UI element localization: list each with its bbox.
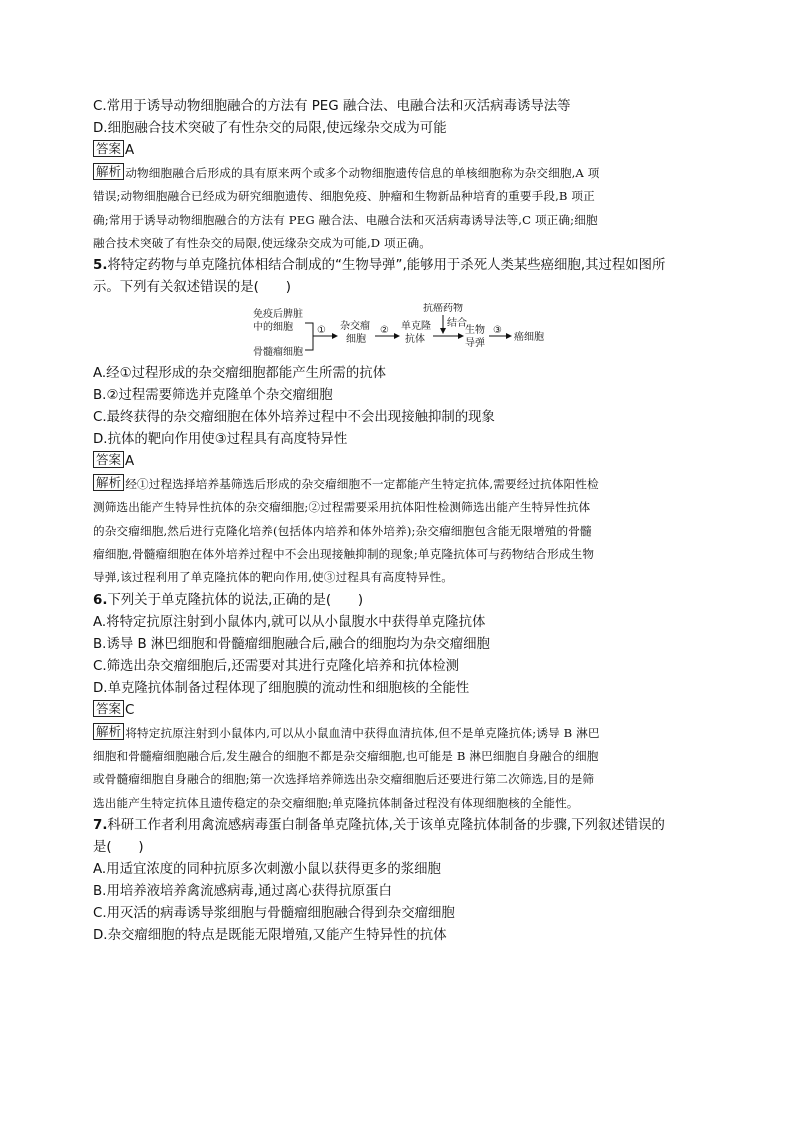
- expl-line: 或骨髓瘤细胞自身融合的细胞;第一次选择培养筛选出杂交瘤细胞后还要进行第二次筛选,目的是筛: [93, 772, 595, 787]
- q5-stem-line-1: 5.将特定药物与单克隆抗体相结合制成的“生物导弹”,能够用于杀死人类某些癌细胞,其过程如图所: [93, 258, 666, 274]
- q5-option-b: B.②过程需要筛选并克隆单个杂交瘤细胞: [93, 388, 333, 404]
- q6-stem: 6.下列关于单克隆抗体的说法,正确的是( ): [93, 592, 364, 608]
- answer-tag: 答案: [93, 700, 124, 717]
- process-diagram: [93, 303, 703, 363]
- q5-option-d: D.抗体的靶向作用使③过程具有高度特异性: [93, 432, 348, 448]
- q5-explanation: [93, 473, 703, 589]
- expl-line: 解析 将特定抗原注射到小鼠体内,可以从小鼠血清中获得血清抗体,但不是单克隆抗体;诱导 B 淋巴: [93, 722, 703, 745]
- q6-option-c: C.筛选出杂交瘤细胞后,还需要对其进行克隆化培养和抗体检测: [93, 658, 460, 674]
- q6-option-b: B.诱导 B 淋巴细胞和骨髓瘤细胞融合后,融合的细胞均为杂交瘤细胞: [93, 636, 490, 652]
- expl-line: 导弹,该过程利用了单克隆抗体的靶向作用,使③过程具有高度特异性。: [93, 570, 453, 585]
- bracket: [305, 323, 313, 350]
- q5-stem-line-2: 示。下列有关叙述错误的是( ): [93, 280, 291, 296]
- q4-explanation: [93, 162, 703, 255]
- label-missile-2: 导弹: [465, 338, 485, 350]
- answer-value: A: [125, 143, 135, 158]
- expl-line: 的杂交瘤细胞,然后进行克隆化培养(包括体内培养和体外培养);杂交瘤细胞包含能无限增殖的骨髓: [93, 523, 592, 538]
- q7-option-b: B.用培养液培养禽流感病毒,通过离心获得抗原蛋白: [93, 883, 392, 899]
- label-combine: 结合: [447, 318, 467, 330]
- label-mab-1: 单克隆: [401, 321, 431, 333]
- expl-line: 选出能产生特定抗体且遗传稳定的杂交瘤细胞;单克隆抗体制备过程没有体现细胞核的全能性。: [93, 795, 579, 810]
- q5-option-a: A.经①过程形成的杂交瘤细胞都能产生所需的抗体: [93, 366, 386, 382]
- q6-explanation: [93, 722, 703, 815]
- question-number: 6.: [93, 592, 108, 608]
- q7-option-a: A.用适宜浓度的同种抗原多次刺激小鼠以获得更多的浆细胞: [93, 861, 441, 877]
- question-number: 5.: [93, 258, 108, 274]
- q6-option-a: A.将特定抗原注射到小鼠体内,就可以从小鼠腹水中获得单克隆抗体: [93, 614, 486, 630]
- answer-tag: 答案: [93, 451, 124, 468]
- step-2-label: ②: [380, 325, 389, 337]
- question-number: 7.: [93, 817, 108, 833]
- expl-line: 瘤细胞,骨髓瘤细胞在体外培养过程中不会出现接触抑制的现象;单克隆抗体可与药物结合形成生物: [93, 547, 595, 562]
- answer-value: A: [125, 454, 135, 470]
- label-hybridoma-1: 杂交瘤: [340, 321, 370, 333]
- expl-line: 测筛选出能产生特异性抗体的杂交瘤细胞;②过程需要采用抗体阳性检测筛选出能产生特异性抗体: [93, 500, 591, 515]
- answer-tag: 答案: [93, 140, 124, 157]
- step-1-label: ①: [317, 325, 326, 337]
- label-mab-2: 抗体: [405, 334, 425, 346]
- answer-value: C: [125, 702, 135, 718]
- explanation-tag: 解析: [93, 723, 124, 740]
- label-hybridoma-2: 细胞: [346, 334, 366, 346]
- q7-stem-line-2: 是( ): [93, 839, 144, 855]
- process-diagram-svg: [93, 303, 703, 363]
- q7-option-d: D.杂交瘤细胞的特点是既能无限增殖,又能产生特异性的抗体: [93, 927, 447, 943]
- q7-stem-line-1: 7.科研工作者利用禽流感病毒蛋白制备单克隆抗体,关于该单克隆抗体制备的步骤,下列叙述错误的: [93, 817, 665, 833]
- expl-line: 确;常用于诱导动物细胞融合的方法有 PEG 融合法、电融合法和灭活病毒诱导法等,C 项正确;细胞: [93, 212, 598, 227]
- label-spleen-cells-2: 中的细胞: [253, 322, 293, 334]
- expl-line: 细胞和骨髓瘤细胞融合后,发生融合的细胞不都是杂交瘤细胞,也可能是 B 淋巴细胞自身融合的细胞: [93, 748, 599, 763]
- q4-answer: [93, 140, 703, 162]
- expl-line: 错误;动物细胞融合已经成为研究细胞遗传、细胞免疫、肿瘤和生物新品种培育的重要手段,B 项正: [93, 189, 595, 204]
- label-spleen-cells-1: 免疫后脾脏: [253, 309, 303, 321]
- q4-option-d: D.细胞融合技术突破了有性杂交的局限,使远缘杂交成为可能: [93, 121, 447, 136]
- label-missile-1: 生物: [465, 325, 485, 337]
- expl-line: 解析 经①过程选择培养基筛选后形成的杂交瘤细胞不一定都能产生特定抗体,需要经过抗体阳性检: [93, 473, 703, 496]
- document-page: [93, 96, 703, 947]
- q7-option-c: C.用灭活的病毒诱导浆细胞与骨髓瘤细胞融合得到杂交瘤细胞: [93, 905, 455, 921]
- explanation-tag: 解析: [93, 474, 124, 491]
- expl-line: 融合技术突破了有性杂交的局限,使远缘杂交成为可能,D 项正确。: [93, 235, 432, 250]
- q6-answer: [93, 700, 703, 722]
- expl-line: 解析 动物细胞融合后形成的具有原来两个或多个动物细胞遗传信息的单核细胞称为杂交细胞,A 项: [93, 162, 703, 185]
- q4-option-c: C.常用于诱导动物细胞融合的方法有 PEG 融合法、电融合法和灭活病毒诱导法等: [93, 99, 571, 114]
- step-3-label: ③: [493, 325, 502, 337]
- label-myeloma-cells: 骨髓瘤细胞: [253, 347, 303, 359]
- q5-option-c: C.最终获得的杂交瘤细胞在体外培养过程中不会出现接触抑制的现象: [93, 410, 495, 426]
- q5-answer: [93, 451, 703, 473]
- explanation-tag: 解析: [93, 163, 124, 180]
- label-cancer-cell: 癌细胞: [514, 332, 544, 344]
- label-anticancer-drug: 抗癌药物: [423, 303, 463, 315]
- q6-option-d: D.单克隆抗体制备过程体现了细胞膜的流动性和细胞核的全能性: [93, 680, 470, 696]
